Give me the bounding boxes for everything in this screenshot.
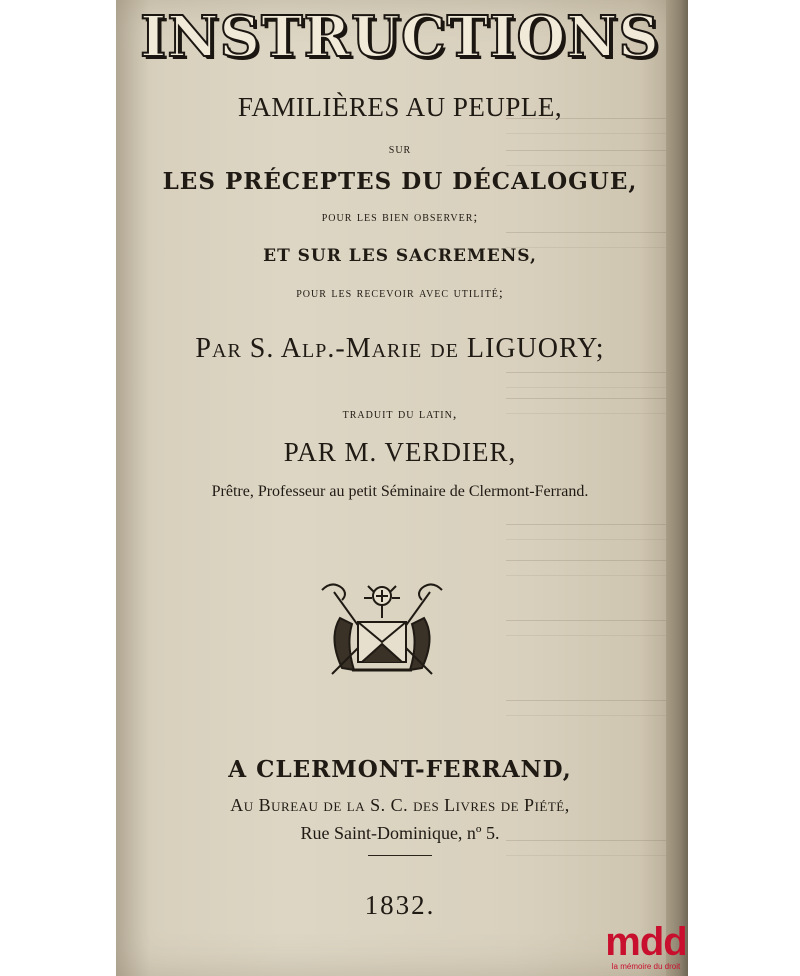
religious-ornament-icon	[312, 578, 452, 680]
publication-city: A CLERMONT-FERRAND,	[228, 756, 572, 783]
logo-tagline: la mémoire du droit	[611, 962, 681, 971]
connector-word: sur	[388, 142, 412, 157]
divider-rule	[368, 855, 432, 856]
bleed-through-line	[506, 620, 676, 636]
subtitle-line: FAMILIÈRES AU PEUPLE,	[237, 92, 563, 122]
publication-year: 1832.	[364, 890, 436, 920]
bleed-through-line	[506, 372, 676, 388]
bleed-through-line	[506, 560, 676, 576]
logo-text: mdd	[605, 920, 687, 964]
watermark-logo	[604, 922, 688, 976]
publisher-line: Au Bureau de la S. C. des Livres de Piété,	[230, 795, 570, 815]
publisher-address: Rue Saint-Dominique, nº 5.	[300, 823, 500, 843]
subtitle-sacremens: ET SUR LES SACREMENS,	[263, 246, 537, 266]
title-page	[116, 0, 684, 976]
subtitle-small-1: pour les bien observer;	[321, 210, 479, 225]
bleed-through-line	[506, 700, 676, 716]
subtitle-decalogue: LES PRÉCEPTES DU DÉCALOGUE,	[162, 168, 638, 195]
author-line: Par S. Alp.-Marie de LIGUORY;	[195, 333, 605, 364]
page-edge	[666, 0, 688, 976]
translator-name: PAR M. VERDIER,	[283, 437, 517, 467]
bleed-through-line	[506, 524, 676, 540]
translator-role: Prêtre, Professeur au petit Séminaire de Clermont-Ferrand.	[211, 483, 589, 500]
translated-note: traduit du latin,	[342, 407, 458, 422]
subtitle-small-2: pour les recevoir avec utilité;	[296, 286, 504, 301]
book-title: INSTRUCTIONS	[140, 4, 660, 70]
